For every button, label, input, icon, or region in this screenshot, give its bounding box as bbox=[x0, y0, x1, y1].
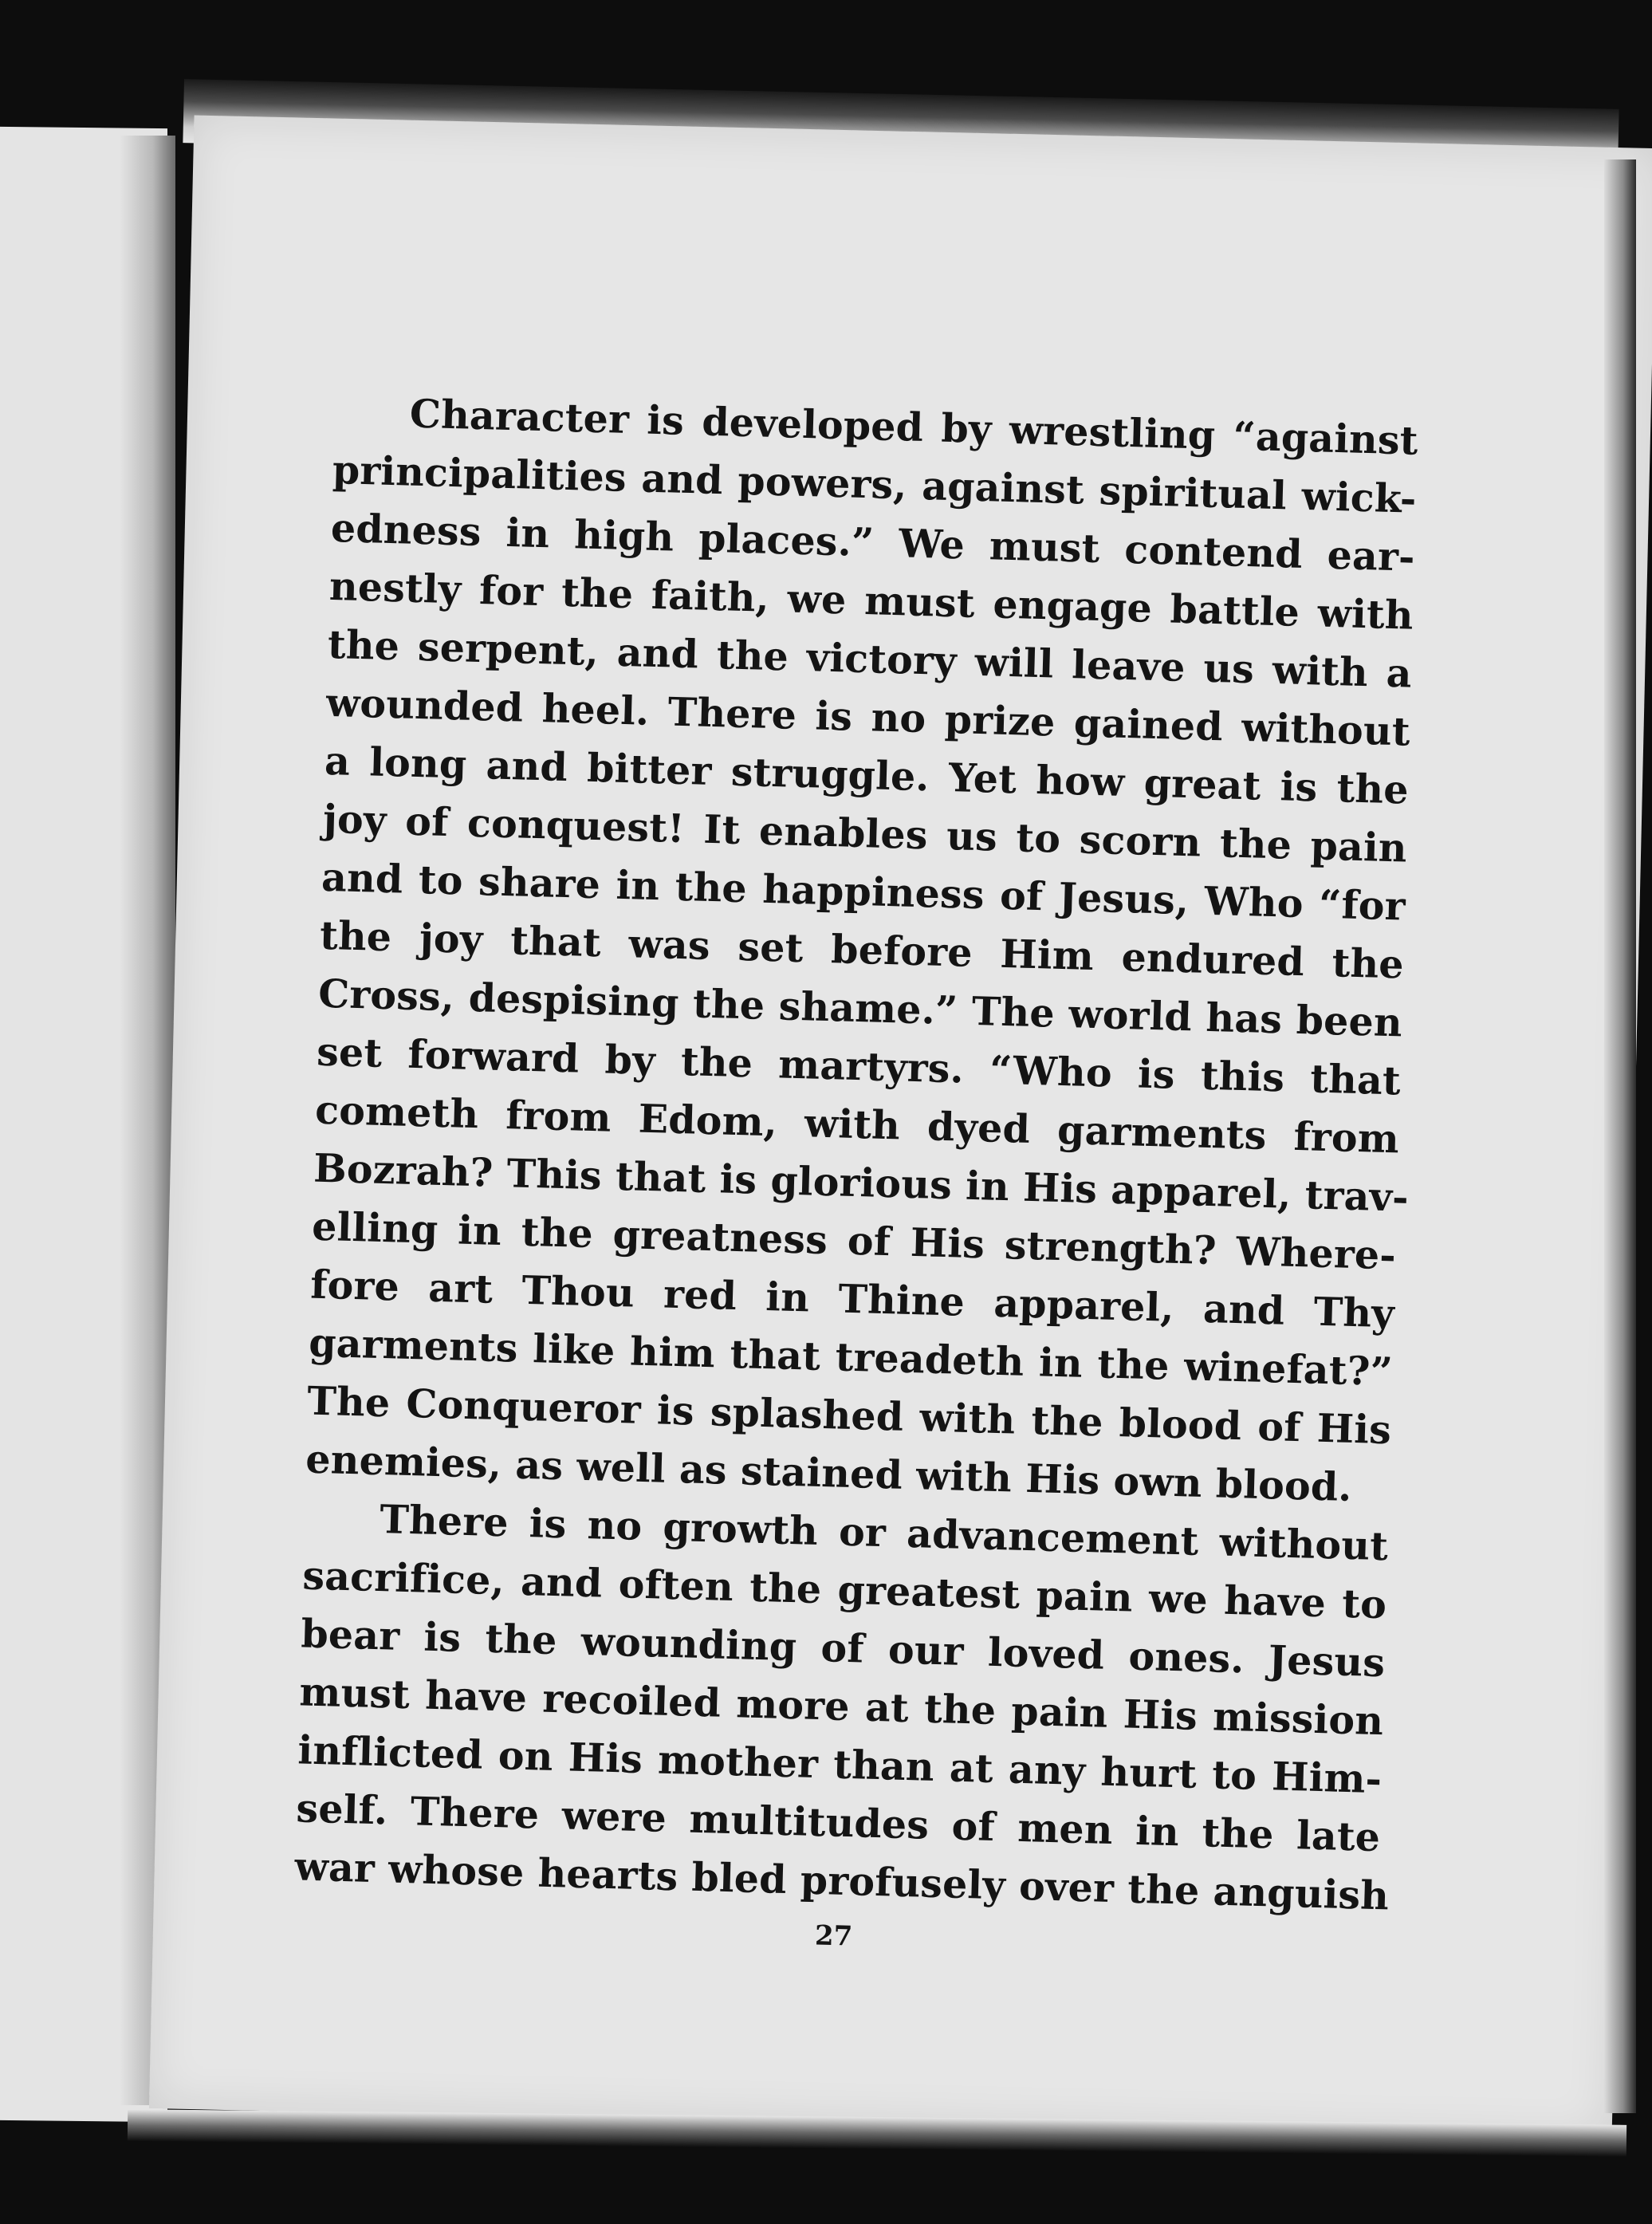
text-line: garments like him that treadeth in the winefat?” bbox=[308, 1319, 1394, 1395]
text-line: the serpent, and the victory will leave us with a bbox=[327, 620, 1413, 697]
text-line: fore art Thou red in Thine apparel, and Thy bbox=[309, 1261, 1395, 1337]
text-line: Bozrah? This that is glorious in His apparel, trav- bbox=[313, 1144, 1410, 1221]
text-line: enemies, as well as stained with His own blood. bbox=[305, 1435, 1353, 1511]
text-line: inflicted on His mother than at any hurt to Him- bbox=[297, 1726, 1383, 1803]
text-line: elling in the greatness of His strength? Where- bbox=[311, 1203, 1397, 1279]
page-number: 27 bbox=[814, 1919, 853, 1953]
text-line: Cross, despising the shame.” The world has been bbox=[317, 970, 1403, 1046]
text-line: cometh from Edom, with dyed garments from bbox=[314, 1086, 1400, 1163]
text-line: There is no growth or advancement without bbox=[379, 1496, 1389, 1570]
text-line: wounded heel. There is no prize gained without bbox=[325, 679, 1411, 755]
text-line: nestly for the faith, we must engage battle with bbox=[328, 562, 1414, 639]
text-line: set forward by the martyrs. “Who is this that bbox=[316, 1028, 1402, 1104]
page-right-edge bbox=[1604, 159, 1636, 2113]
body-text bbox=[294, 383, 1419, 1925]
text-line: joy of conquest! It enables us to scorn the pain bbox=[322, 795, 1408, 872]
text-line: The Conqueror is splashed with the blood of His bbox=[306, 1377, 1392, 1454]
text-line: sacrifice, and often the greatest pain we have to bbox=[301, 1552, 1387, 1628]
text-line: war whose hearts bled profusely over the anguish bbox=[293, 1843, 1390, 1919]
text-line: Character is developed by wrestling “against bbox=[409, 390, 1419, 464]
text-line: the joy that was set before Him endured the bbox=[319, 911, 1405, 988]
text-line: self. There were multitudes of men in the late bbox=[295, 1785, 1381, 1861]
text-line: principalities and powers, against spiritual wick- bbox=[332, 446, 1418, 522]
text-line: bear is the wounding of our loved ones. Jesus bbox=[300, 1610, 1386, 1687]
paragraph-1 bbox=[305, 383, 1418, 1517]
text-line: and to share in the happiness of Jesus, Who “for bbox=[321, 853, 1406, 930]
text-line: a long and bitter struggle. Yet how great is the bbox=[324, 737, 1410, 813]
paragraph-2 bbox=[294, 1488, 1389, 1925]
text-line: edness in high places.” We must contend ear- bbox=[330, 504, 1416, 581]
text-line: must have recoiled more at the pain His mission bbox=[298, 1668, 1384, 1745]
